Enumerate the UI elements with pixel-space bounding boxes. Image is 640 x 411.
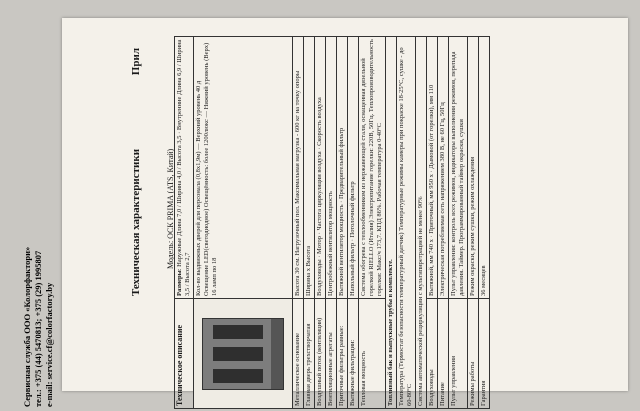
- recirc-row: Система автоматической рециркуляции с мультипиретрацией не менее 90%: [416, 37, 427, 409]
- row-size: Размеры: Наружные Длина 7,0 / Ширина 4,0 / Высота 3,5 · Внутренние Длина 6,9 / Ширина 3,5 / Высота 2,7: [175, 37, 194, 299]
- modes-label: Режимы работы: [468, 299, 479, 409]
- row-exhaust-filter-label: Вытяжные фильтрации:: [348, 299, 359, 409]
- service-phone: тел.: +375 (44) 5470813; +375 (29) 1995807: [33, 250, 43, 407]
- left-title-cell: [175, 299, 194, 409]
- left-title: Техническое описание: [175, 324, 184, 406]
- row-doors-label: Кол-во выдвижных дверей для персонала (0,8х1,9м): [195, 151, 202, 296]
- ducts-values: Вытяжной, мм 740 х · Приточный, мм 950 х · Дымовой (от горелки), мм 110: [427, 37, 438, 299]
- row-fans-label: Вентиляционные агрегаты: [326, 299, 337, 409]
- spec-table: [174, 36, 490, 409]
- rotated-page: [124, 36, 640, 409]
- row-size-value: Наружные Длина 7,0 / Ширина 4,0 / Высота 3,5 · Внутренние Длина 6,9 / Ширина 3,5 / Высота 2,7: [176, 39, 191, 296]
- modes-value: Режим окраски, режим сушки, режим охлаждения: [468, 37, 479, 299]
- fuel-header: Топливный бак и выпускные трубы в комплекте.: [386, 37, 397, 409]
- footer-block: [0, 231, 60, 411]
- document-sheet: [62, 18, 628, 406]
- appendix-label: Прил: [130, 48, 142, 76]
- row-heat-label: Тепловая мощность: [359, 299, 386, 409]
- row-heat-value: Система обогрева с теплообменником из нержавеющей стали, оснащенная дизельной горелкой RIELLO (Италия) Электропитание горелки: 220В, 50Гц. Теплопроизводительность горелки: Макс/ч 173,7. КПД 86%. Рабочая температура 0-40°С: [359, 37, 386, 299]
- control-label: Пульт управления: [449, 299, 468, 409]
- row-airflow-value: Воздуховоды · Мотор · Частота циркуляции воздуха · Скорость воздуха: [315, 37, 326, 299]
- warranty-value: 36 месяцев: [479, 37, 490, 299]
- temperature-row: Температура (Термостат безопасности температурный датчик) Температурные режимы камеры при покраске 18-25°С, сушке - до 60-80°С: [397, 37, 416, 409]
- spec-title: Техническая характеристики: [130, 148, 142, 297]
- row-doors: Кол-во выдвижных дверей для персонала (0,8х1,9м) — Верхний уровень 40 д Освещение LED(светодиодное) Освещённость: более 1200люкс — Нижний уровень (Верх) 16 ламп по 18: [194, 37, 293, 299]
- service-name: Сервисная служба ООО «Колорфактори»: [22, 246, 32, 407]
- row-airflow-label: Воздушный поток (вентиляция): [315, 299, 326, 409]
- row-light-label: Освещение LED(светодиодное) Освещённость: более 1200люкс: [203, 119, 210, 296]
- row-inlet-value: Вытяжной вентилятор мощность · Предварительный фильтр: [337, 37, 348, 299]
- duct-exhaust: Вытяжной, мм 740 х: [428, 239, 435, 296]
- power-value: Электрическая потребляемая сеть напряжением 380 В, не 60 Гц, 50Гц: [438, 37, 449, 299]
- row-fans-value: Центробежный вентилятор мощность: [326, 37, 337, 299]
- duct-smoke: Дымовой (от горелки), мм 110: [428, 84, 435, 169]
- row-light-value: Нижний уровень (Верх) 16 ламп по 18: [203, 42, 218, 296]
- control-value: Пульт управления: контроль всех режимов, индикаторы выполнения режимов, перепада давления. Таймер. Программированный таймер окраски, сушки: [449, 37, 468, 299]
- model-line: Модель: ОСК PRIMA (ATS, Китай): [166, 148, 175, 269]
- duct-inlet: Приточный, мм 950 х: [428, 174, 435, 234]
- row-door-value: Ширина х Высота: [304, 37, 315, 299]
- service-email: e-mail: service.cf@colorfactory.by: [44, 282, 54, 407]
- product-photo: [194, 299, 293, 409]
- row-inlet-label: Приточные фильтры равные:: [337, 299, 348, 409]
- row-base-label: Металлическое основание: [293, 299, 304, 409]
- row-exhaust-filter-value: Напольный фильтр · Потолочный фильтр: [348, 37, 359, 299]
- row-door-label: Главная дверь трехстворчатая: [304, 299, 315, 409]
- control-cabinet-image: [202, 318, 284, 390]
- row-base-value: Высота 30 см. Нагрузочный пол. Максимальная нагрузка - 600 кг на точку опоры: [293, 37, 304, 299]
- row-doors-value: Верхний уровень 40 д: [195, 80, 202, 142]
- row-size-label: Размеры: [176, 270, 183, 296]
- service-contacts: [22, 247, 55, 407]
- ducts-label: Воздуховоды: [427, 299, 438, 409]
- warranty-label: Гарантия: [479, 299, 490, 409]
- power-label: Питание: [438, 299, 449, 409]
